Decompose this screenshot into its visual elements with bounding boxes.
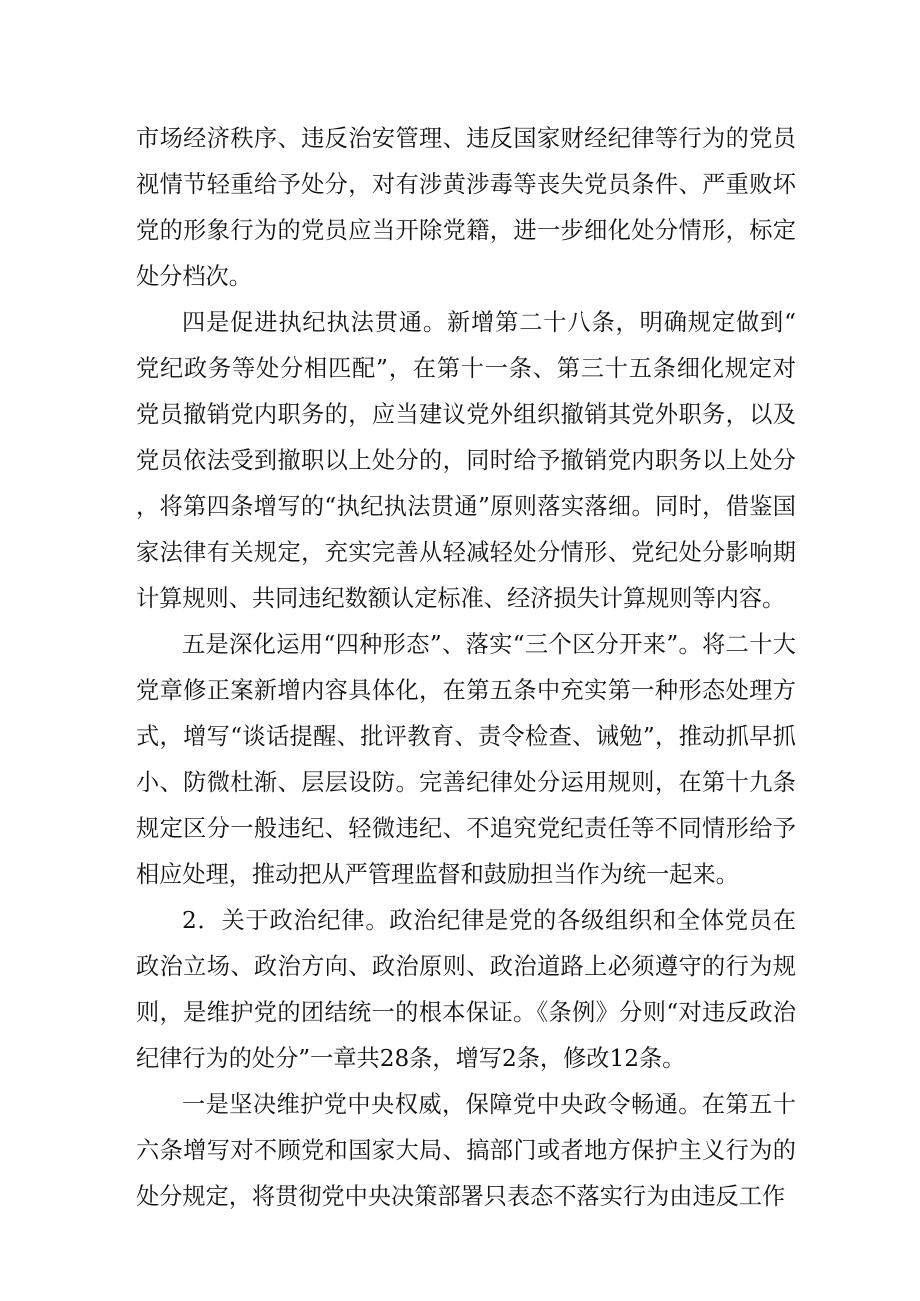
paragraph-political-discipline: 2．关于政治纪律。政治纪律是党的各级组织和全体党员在政治立场、政治方向、政治原则、政治道路上必须遵守的行为规则，是维护党的团结统一的根本保证。《条例》分则“对违反政治纪律行为的处分”一章共28条，增写2条，修改12条。 [136, 907, 796, 1072]
paragraph-four-forms: 五是深化运用“四种形态”、落实“三个区分开来”。将二十大党章修正案新增内容具体化，在第五条中充实第一种形态处理方式，增写“谈话提醒、批评教育、责令检查、诫勉”，推动抓早抓小、防微杜渐、层层设防。完善纪律处分运用规则，在第十九条规定区分一般违纪、轻微违纪、不追究党纪责任等不同情形给予相应处理，推动把从严管理监督和鼓励担当作为统一起来。 [136, 631, 796, 888]
document-body [136, 116, 796, 1220]
paragraph-enforcement-integration: 四是促进执纪执法贯通。新增第二十八条，明确规定做到“党纪政务等处分相匹配”，在第十一条、第三十五条细化规定对党员撤销党内职务的，应当建议党外组织撤销其党外职务，以及党员依法受到撤职以上处分的，同时给予撤销党内职务以上处分，将第四条增写的“执纪执法贯通”原则落实落细。同时，借鉴国家法律有关规定，充实完善从轻减轻处分情形、党纪处分影响期计算规则、共同违纪数额认定标准、经济损失计算规则等内容。 [136, 309, 796, 612]
paragraph-central-authority: 一是坚决维护党中央权威，保障党中央政令畅通。在第五十六条增写对不顾党和国家大局、搞部门或者地方保护主义行为的处分规定，将贯彻党中央决策部署只表态不落实行为由违反工作 [136, 1091, 796, 1210]
paragraph-continuation: 市场经济秩序、违反治安管理、违反国家财经纪律等行为的党员视情节轻重给予处分，对有涉黄涉毒等丧失党员条件、严重败坏党的形象行为的党员应当开除党籍，进一步细化处分情形，标定处分档次。 [136, 125, 796, 290]
